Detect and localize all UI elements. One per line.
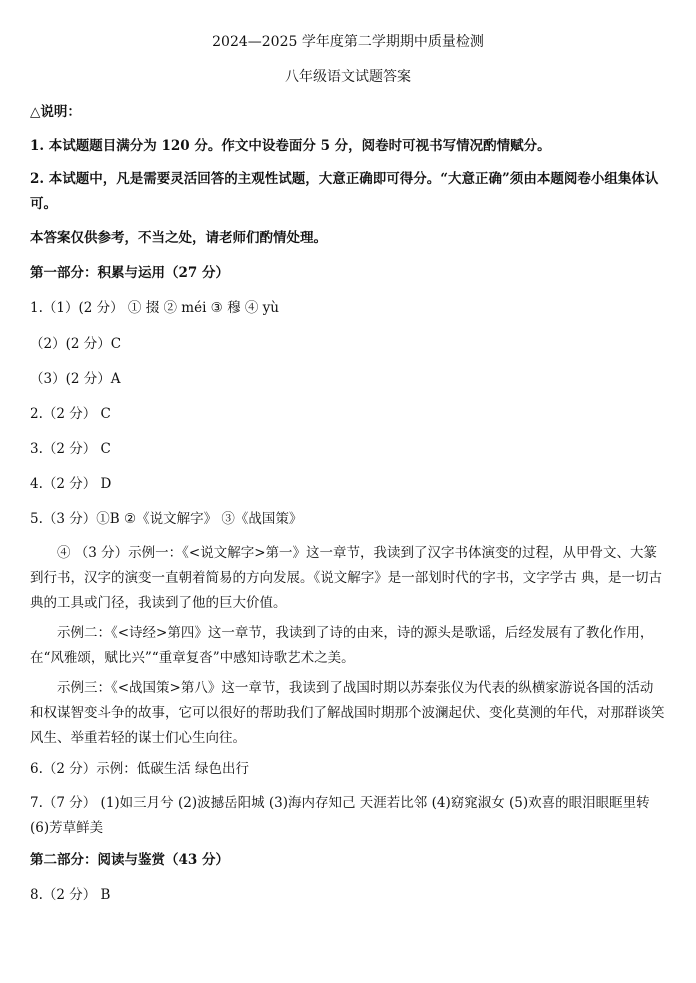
answer-q8: 8.（2 分） B xyxy=(30,887,111,903)
note-item-2: 2. 本试题中，凡是需要灵活回答的主观性试题，大意正确即可得分。“大意正确”须由本题阅卷小组集体认可。 xyxy=(30,171,659,212)
answer-q2: 2.（2 分） C xyxy=(30,406,111,422)
document-title: 2024—2025 学年度第二学期期中质量检测 xyxy=(212,34,484,50)
note-item-1: 1. 本试题题目满分为 120 分。作文中设卷面分 5 分，阅卷时可视书写情况酌情赋分。 xyxy=(30,138,551,154)
answer-q5-example-2: 示例二：《<诗经>第四》这一章节，我读到了诗的由来，诗的源头是歌谣，后经发展有了教化作用，在“风雅颂，赋比兴”“重章复沓”中感知诗歌艺术之美。 xyxy=(30,625,654,666)
notes-heading: △说明： xyxy=(30,104,81,120)
answer-q7: 7.（7 分） (1)如三月兮 (2)波撼岳阳城 (3)海内存知己 天涯若比邻 (4)窈窕淑女 (5)欢喜的眼泪眼眶里转 (6)芳草鲜美 xyxy=(30,795,650,836)
part2-heading: 第二部分：阅读与鉴赏（43 分） xyxy=(30,852,229,868)
answer-q4: 4.（2 分） D xyxy=(30,476,112,492)
document-subtitle: 八年级语文试题答案 xyxy=(285,69,411,85)
answer-q3: 3.（2 分） C xyxy=(30,441,111,457)
answer-q1-2: （2）(2 分）C xyxy=(30,336,122,352)
answer-q5-example-3: 示例三：《<战国策>第八》这一章节，我读到了战国时期以苏秦张仪为代表的纵横家游说各国的活动和权谋智变斗争的故事，它可以很好的帮助我们了解战国时期那个波澜起伏、变化莫测的年代，对那群谈笑风生、举重若轻的谋士们心生向往。 xyxy=(30,680,665,746)
answer-q5-example-1: ④ （3 分）示例一：《<说文解字>第一》这一章节，我读到了汉字书体演变的过程，从甲骨文、大篆到行书，汉字的演变一直朝着简易的方向发展。《说文解字》是一部划时代的字书，文字学古 典，是一切古典的工具或门径，我读到了他的巨大价值。 xyxy=(30,545,663,611)
answer-q1-1: 1.（1）(2 分） ① 掇 ② méi ③ 穆 ④ yù xyxy=(30,300,279,316)
answer-q1-3: （3）(2 分）A xyxy=(30,371,121,387)
answer-q5: 5.（3 分）①B ②《说文解字》 ③《战国策》 xyxy=(30,511,303,527)
note-item-3: 本答案仅供参考，不当之处，请老师们酌情处理。 xyxy=(30,230,327,246)
answer-q6: 6.（2 分）示例：低碳生活 绿色出行 xyxy=(30,761,250,777)
part1-heading: 第一部分：积累与运用（27 分） xyxy=(30,265,229,281)
